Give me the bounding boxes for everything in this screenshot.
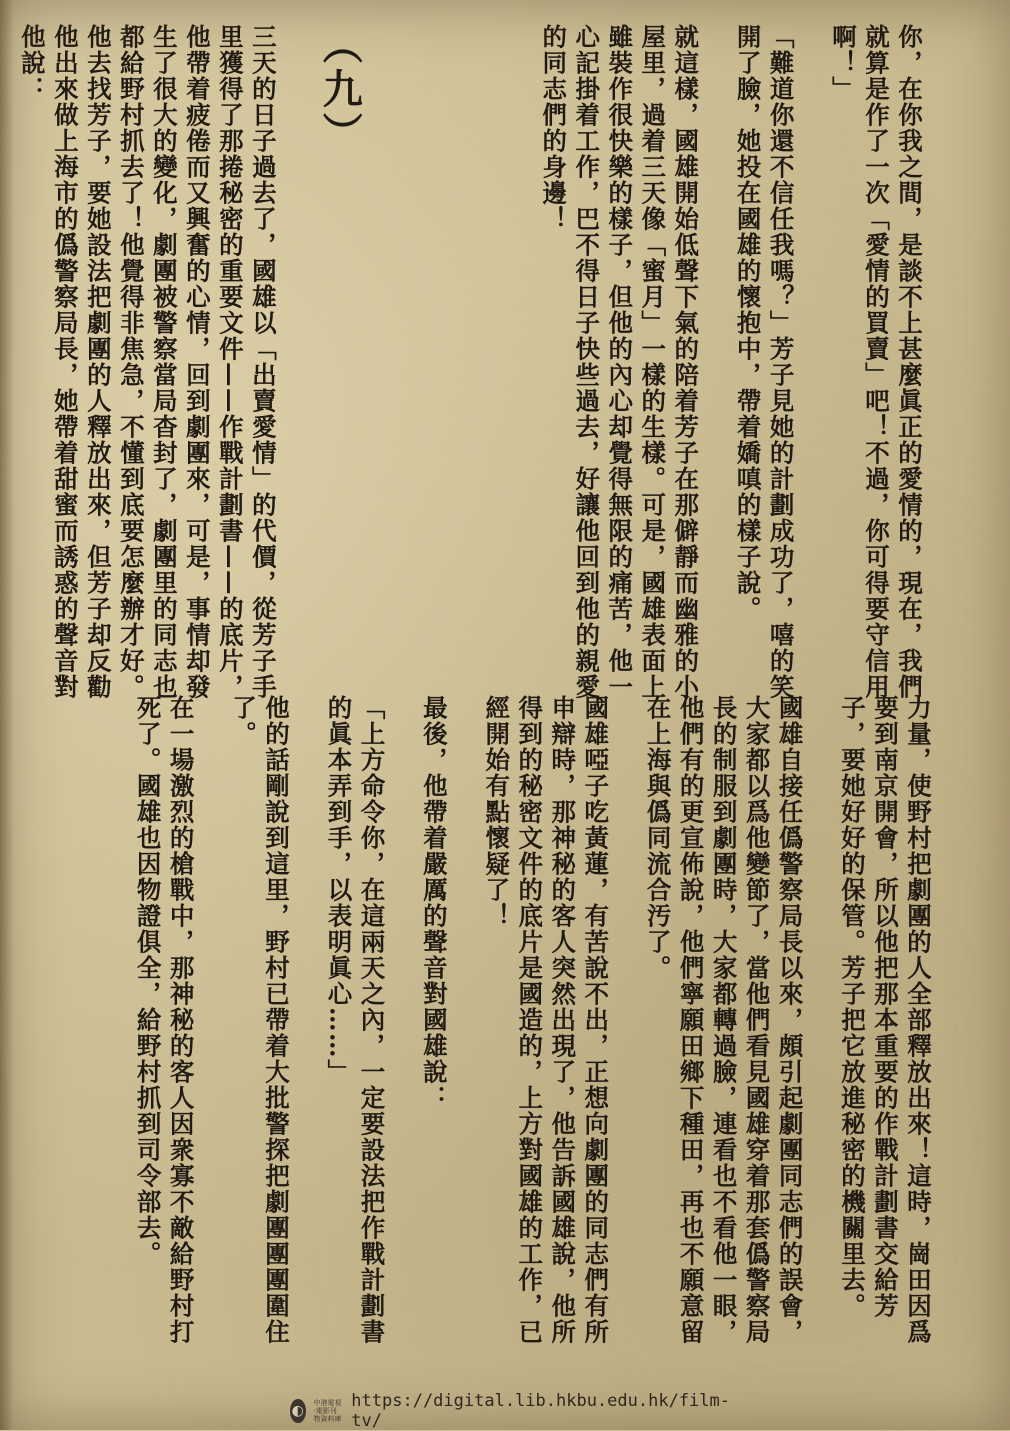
section-heading bbox=[0, 695, 132, 1360]
paragraph: 國雄自接任僞警察局長以來，頗引起劇團同志們的誤會，大家都以爲他變節了，當他們看見國雄穿着那套僞警察局長的制服到劇團時，大家都轉過臉，連看也不看他一眼，他們有的更宣佈說，他們寧願田鄉下種田，再也不願意留在上海與僞同流合汚了。 bbox=[643, 695, 805, 1345]
bottom-text-block bbox=[40, 695, 935, 1360]
paragraph: 「難道你還不信任我嗎？」芳子見她的計劃成功了，嘻的笑開了臉，她投在國雄的懷抱中，帶着嬌嗔的樣子說。 bbox=[733, 24, 796, 700]
paragraph: 最後，他帶着嚴厲的聲音對國雄說： bbox=[419, 695, 449, 1111]
paragraph: 國雄啞子吃黃蓮，有苦說不出，正想向劇團的同志們有所申辯時，那神秘的客人突然出現了，他告訴國雄說，他所得到的秘密文件的底片是國造的，上方對國雄的工作，已經開始有點懷疑了！ bbox=[482, 695, 611, 1345]
logo-text: 中港電視·電影刊物資料庫 bbox=[313, 1399, 342, 1423]
paragraph: 就這樣，國雄開始低聲下氣的陪着芳子在那僻靜而幽雅的小屋里，過着三天像「蜜月」一樣的生樣。可是，國雄表面上雖裝作很快樂的樣子，但他的內心却覺得無限的痛苦，他一心記掛着工作，巴不得日子快些過去，好讓他回到他的親愛的同志們的身邊！ bbox=[539, 24, 701, 700]
source-url-link[interactable]: https://digital.lib.hkbu.edu.hk/film-tv/ bbox=[351, 1391, 730, 1431]
paragraph: 他的話剛說到這里，野村已帶着大批警探把劇團團團圍住了。 bbox=[229, 695, 292, 1345]
paragraph: 力量，使野村把劇團的人全部釋放出來！這時，崗田因爲要到南京開會，所以他把那本重要的作戰計劃書交給芳子，要她好好的保管。芳子把它放進秘密的機關里去。 bbox=[838, 695, 933, 1345]
library-logo-icon: ◐ bbox=[290, 1399, 306, 1423]
paragraph: 你，在你我之間，是談不上甚麼眞正的愛情的，現在，我們就算是作了一次「愛情的買賣」吧！不過，你可得要守信用啊！」 bbox=[829, 24, 924, 700]
paragraph bbox=[0, 24, 16, 724]
section-heading: （九） bbox=[316, 24, 364, 156]
paragraph: 三天的日子過去了，國雄以「出賣愛情」的代價，從芳子手里獲得了那捲秘密的重要文件——作戰計劃書——的底片，他帶着疲倦而又興奮的心情，回到劇團來，可是，事情却發生了很大的變化，劇團被警察當局杳封了，劇團里的同志也都給野村抓去了！他覺得非焦急，不懂到底要怎麼辦才好。他去找芳子，要她設法把劇團的人釋放出來，但芳子却反勸他出來做上海市的僞警察局長，她帶着甜蜜而誘惑的聲音對他說： bbox=[17, 24, 278, 700]
watermark-footer bbox=[290, 1391, 730, 1431]
paragraph: 在一場激烈的槍戰中，那神秘的客人因衆寡不敵給野村打死了。國雄也因物證俱全，給野村抓到司令部去。 bbox=[133, 695, 196, 1345]
quotation: 「上方命令你，在這兩天之內，一定要設法把作戰計劃書的眞本弄到手，以表明眞心……」 bbox=[324, 695, 387, 1345]
top-text-block bbox=[17, 24, 926, 724]
